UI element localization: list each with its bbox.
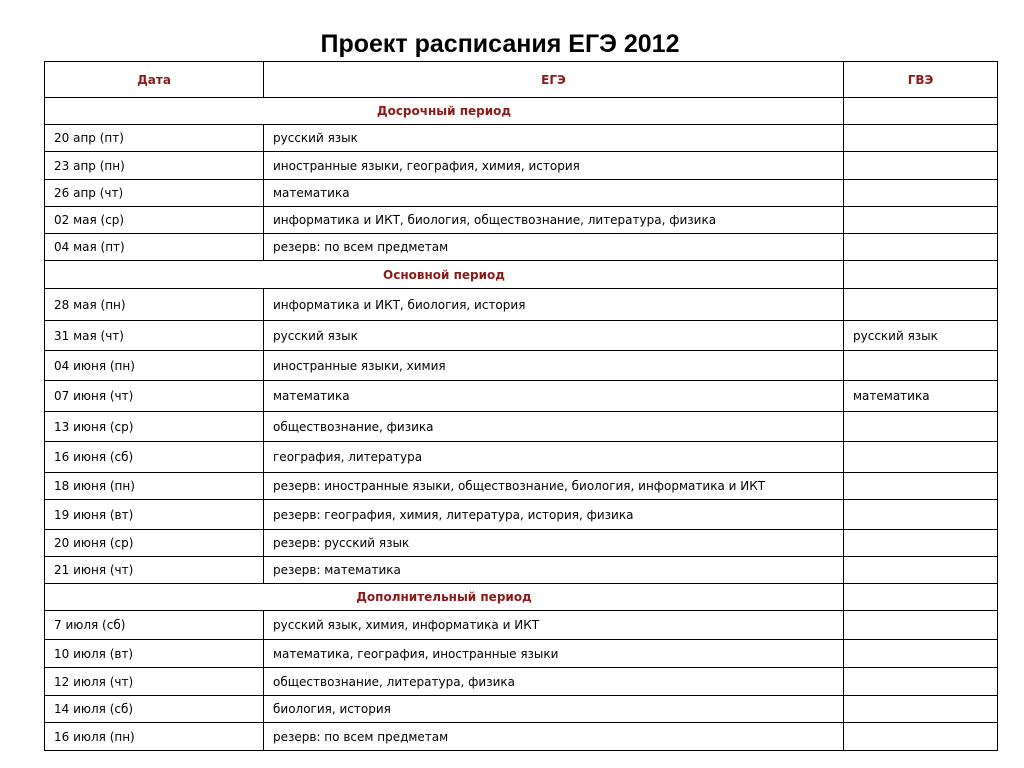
gve-cell bbox=[844, 412, 998, 442]
gve-cell bbox=[844, 611, 998, 640]
date-cell: 18 июня (пн) bbox=[45, 473, 264, 500]
date-cell: 20 июня (ср) bbox=[45, 530, 264, 557]
gve-cell bbox=[844, 530, 998, 557]
date-cell: 07 июня (чт) bbox=[45, 381, 264, 412]
table-row bbox=[45, 668, 998, 696]
table-row bbox=[45, 234, 998, 261]
period-gve-cell bbox=[844, 261, 998, 289]
date-cell: 31 мая (чт) bbox=[45, 321, 264, 351]
table-row bbox=[45, 442, 998, 473]
schedule-table bbox=[44, 61, 998, 751]
ege-cell: русский язык bbox=[264, 125, 844, 152]
gve-cell: русский язык bbox=[844, 321, 998, 351]
table-row bbox=[45, 473, 998, 500]
period-row bbox=[45, 584, 998, 611]
date-cell: 13 июня (ср) bbox=[45, 412, 264, 442]
table-row bbox=[45, 207, 998, 234]
gve-cell bbox=[844, 125, 998, 152]
date-cell: 28 мая (пн) bbox=[45, 289, 264, 321]
column-header-date: Дата bbox=[45, 62, 264, 98]
ege-cell: резерв: по всем предметам bbox=[264, 723, 844, 751]
date-cell: 04 мая (пт) bbox=[45, 234, 264, 261]
ege-cell: резерв: по всем предметам bbox=[264, 234, 844, 261]
gve-cell bbox=[844, 442, 998, 473]
gve-cell bbox=[844, 152, 998, 180]
page-title: Проект расписания ЕГЭ 2012 bbox=[320, 30, 680, 58]
period-title: Досрочный период bbox=[45, 98, 844, 125]
ege-cell: обществознание, физика bbox=[264, 412, 844, 442]
gve-cell bbox=[844, 500, 998, 530]
ege-cell: математика bbox=[264, 381, 844, 412]
table-row bbox=[45, 321, 998, 351]
ege-cell: русский язык bbox=[264, 321, 844, 351]
ege-cell: иностранные языки, химия bbox=[264, 351, 844, 381]
ege-cell: биология, история bbox=[264, 696, 844, 723]
table-row bbox=[45, 412, 998, 442]
table-row bbox=[45, 125, 998, 152]
period-gve-cell bbox=[844, 98, 998, 125]
table-row bbox=[45, 530, 998, 557]
gve-cell bbox=[844, 723, 998, 751]
date-cell: 10 июля (вт) bbox=[45, 640, 264, 668]
date-cell: 21 июня (чт) bbox=[45, 557, 264, 584]
ege-cell: информатика и ИКТ, биология, история bbox=[264, 289, 844, 321]
table-row bbox=[45, 381, 998, 412]
gve-cell bbox=[844, 207, 998, 234]
gve-cell bbox=[844, 180, 998, 207]
table-header-row bbox=[45, 62, 998, 98]
column-header-gve: ГВЭ bbox=[844, 62, 998, 98]
gve-cell bbox=[844, 351, 998, 381]
date-cell: 16 июня (сб) bbox=[45, 442, 264, 473]
ege-cell: обществознание, литература, физика bbox=[264, 668, 844, 696]
date-cell: 16 июля (пн) bbox=[45, 723, 264, 751]
date-cell: 26 апр (чт) bbox=[45, 180, 264, 207]
ege-cell: русский язык, химия, информатика и ИКТ bbox=[264, 611, 844, 640]
gve-cell bbox=[844, 473, 998, 500]
gve-cell bbox=[844, 696, 998, 723]
ege-cell: география, литература bbox=[264, 442, 844, 473]
table-row bbox=[45, 557, 998, 584]
schedule-body bbox=[45, 98, 998, 751]
date-cell: 12 июля (чт) bbox=[45, 668, 264, 696]
column-header-ege: ЕГЭ bbox=[264, 62, 844, 98]
gve-cell bbox=[844, 668, 998, 696]
gve-cell bbox=[844, 234, 998, 261]
gve-cell: математика bbox=[844, 381, 998, 412]
ege-cell: математика, география, иностранные языки bbox=[264, 640, 844, 668]
table-row bbox=[45, 152, 998, 180]
period-title: Основной период bbox=[45, 261, 844, 289]
ege-cell: резерв: иностранные языки, обществознание, биология, информатика и ИКТ bbox=[264, 473, 844, 500]
date-cell: 20 апр (пт) bbox=[45, 125, 264, 152]
table-row bbox=[45, 180, 998, 207]
ege-cell: резерв: география, химия, литература, история, физика bbox=[264, 500, 844, 530]
date-cell: 23 апр (пн) bbox=[45, 152, 264, 180]
date-cell: 02 мая (ср) bbox=[45, 207, 264, 234]
table-row bbox=[45, 640, 998, 668]
ege-cell: математика bbox=[264, 180, 844, 207]
period-gve-cell bbox=[844, 584, 998, 611]
ege-cell: резерв: русский язык bbox=[264, 530, 844, 557]
table-row bbox=[45, 611, 998, 640]
ege-cell: резерв: математика bbox=[264, 557, 844, 584]
table-row bbox=[45, 723, 998, 751]
table-row bbox=[45, 351, 998, 381]
gve-cell bbox=[844, 557, 998, 584]
ege-cell: иностранные языки, география, химия, история bbox=[264, 152, 844, 180]
table-row bbox=[45, 289, 998, 321]
period-title: Дополнительный период bbox=[45, 584, 844, 611]
period-row bbox=[45, 98, 998, 125]
gve-cell bbox=[844, 289, 998, 321]
table-row bbox=[45, 696, 998, 723]
date-cell: 04 июня (пн) bbox=[45, 351, 264, 381]
date-cell: 14 июля (сб) bbox=[45, 696, 264, 723]
period-row bbox=[45, 261, 998, 289]
table-row bbox=[45, 500, 998, 530]
date-cell: 19 июня (вт) bbox=[45, 500, 264, 530]
ege-cell: информатика и ИКТ, биология, обществознание, литература, физика bbox=[264, 207, 844, 234]
date-cell: 7 июля (сб) bbox=[45, 611, 264, 640]
gve-cell bbox=[844, 640, 998, 668]
